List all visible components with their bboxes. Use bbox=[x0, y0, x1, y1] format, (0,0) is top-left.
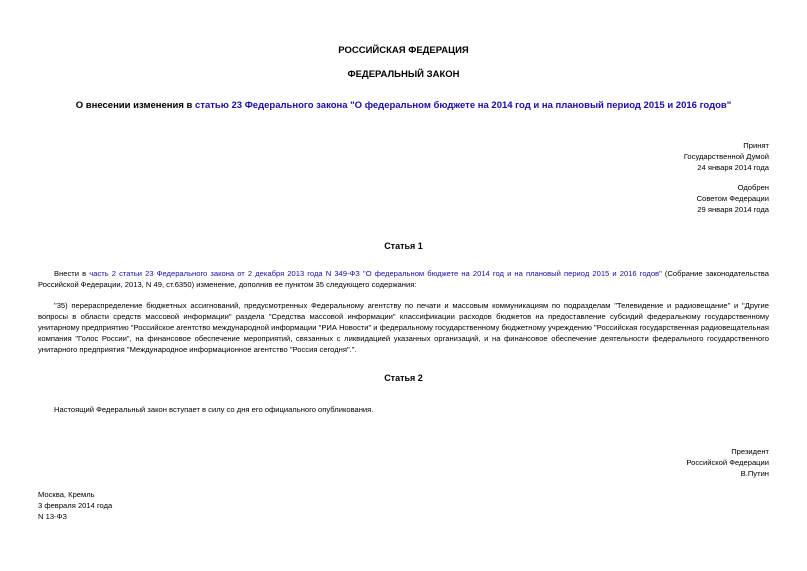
article-1-paragraph-2: "35) перераспределение бюджетных ассигнований, предусмотренных Федеральному агентству по печати и массовым коммуникациям по подразделам "Телевидение и радиовещание" и "Другие вопросы в области средств массовой информации" раздела "Средства массовой информации" классификации расходов бюджетов на предоставление субсидий федеральному государственному унитарному предприятию "Российское агентство международной информации "РИА Новости" и федеральному государственному бюджетному учреждению "Российская государственная радиовещательная компания "Голос России", на финансовое обеспечение мероприятий, связанных с ликвидацией указанных организаций, и на финансовое обеспечение деятельности федерального государственного унитарного предприятия "Международное информационное агентство "Россия сегодня".". bbox=[38, 301, 769, 354]
article-2-paragraph-1: Настоящий Федеральный закон вступает в силу со дня его официального опубликования. bbox=[54, 405, 374, 414]
approved-date: 29 января 2014 года bbox=[697, 205, 769, 214]
place-date-block bbox=[38, 489, 112, 522]
adopted-label: Принят bbox=[743, 141, 769, 150]
signature-block bbox=[686, 446, 769, 479]
article-1-p1-prefix: Внести в bbox=[54, 269, 90, 278]
signature-title: Президент bbox=[731, 447, 769, 456]
article-1-p1-suffix: (Собрание законодательства Российской Федерации, 2013, N 49, ст.6350) изменение, дополнив ее пунктом 35 следующего содержания: bbox=[38, 269, 769, 289]
country-heading: РОССИЙСКАЯ ФЕДЕРАЦИЯ bbox=[338, 45, 469, 56]
signature-name: В.Путин bbox=[740, 469, 769, 478]
law-title bbox=[0, 100, 807, 111]
approved-block bbox=[697, 182, 769, 215]
signature-body: Российской Федерации bbox=[686, 458, 769, 467]
adopted-date: 24 января 2014 года bbox=[697, 163, 769, 172]
article-1-paragraph-1 bbox=[38, 268, 769, 290]
approved-label: Одобрен bbox=[737, 183, 769, 192]
approved-body: Советом Федерации bbox=[696, 194, 769, 203]
adopted-body: Государственной Думой bbox=[683, 152, 769, 161]
law-title-prefix: О внесении изменения в bbox=[75, 100, 196, 111]
law-title-link[interactable]: статью 23 Федерального закона "О федеральном бюджете на 2014 год и на плановый период 2015 и 2016 годов" bbox=[195, 100, 732, 111]
law-number: N 13-ФЗ bbox=[38, 512, 67, 521]
place-location: Москва, Кремль bbox=[38, 490, 95, 499]
place-date: 3 февраля 2014 года bbox=[38, 501, 113, 510]
adopted-block bbox=[684, 140, 769, 173]
article-2-title: Статья 2 bbox=[384, 373, 423, 383]
article-1-title: Статья 1 bbox=[384, 241, 423, 251]
article-1-p1-link[interactable]: часть 2 статьи 23 Федерального закона от 2 декабря 2013 года N 349-ФЗ "О федеральном бюджете на 2014 год и на плановый период 2015 и 2016 годов" bbox=[89, 269, 662, 278]
law-type-heading: ФЕДЕРАЛЬНЫЙ ЗАКОН bbox=[347, 69, 460, 80]
